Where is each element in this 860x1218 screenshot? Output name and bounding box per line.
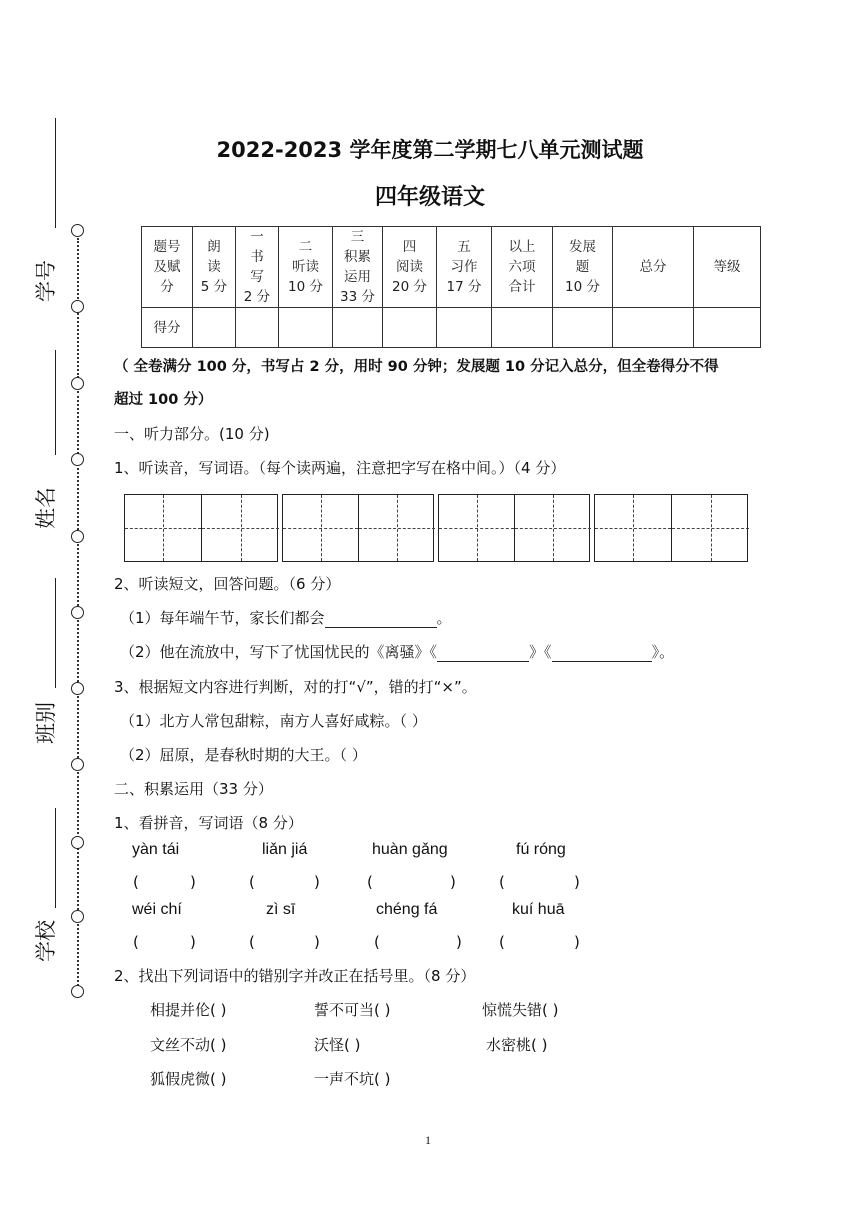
- question-text: 》《: [529, 643, 552, 661]
- question-text: （2）他在流放中，写下了忧国忧民的《离骚》《: [120, 643, 438, 661]
- score-header: 二 听读 10 分: [279, 227, 333, 308]
- label-student-id: 学号: [34, 260, 58, 302]
- score-header: 三 积累 运用 33 分: [333, 227, 383, 308]
- margin-line: [55, 808, 56, 908]
- pinyin: kuí huā: [512, 901, 565, 918]
- margin-line: [55, 350, 56, 455]
- margin-dotted-line: [77, 391, 79, 606]
- question-line: [120, 642, 674, 662]
- score-cell[interactable]: [553, 308, 613, 348]
- score-cell[interactable]: [193, 308, 236, 348]
- label-school: 学校: [34, 920, 58, 962]
- question-text: 2、找出下列词语中的错别字并改正在括号里。（8 分）: [114, 967, 476, 985]
- question-text: 2、听读短文，回答问题。（6 分）: [114, 575, 341, 593]
- paren-open: (: [367, 873, 373, 891]
- score-header: 五 习作 17 分: [437, 227, 492, 308]
- paren-open: (: [374, 933, 380, 951]
- score-cell[interactable]: [492, 308, 553, 348]
- writing-grid[interactable]: [124, 494, 278, 562]
- paren-open: (: [249, 873, 255, 891]
- section-heading: 二、积累运用（33 分）: [114, 780, 273, 798]
- binding-hole: [71, 910, 84, 923]
- word-item: 沃怪( ): [314, 1036, 361, 1054]
- pinyin: chéng fá: [376, 901, 438, 918]
- binding-hole: [71, 985, 84, 998]
- binding-hole: [71, 682, 84, 695]
- margin-dotted-line: [77, 620, 79, 990]
- question-text: 1、看拼音，写词语（8 分）: [114, 814, 303, 832]
- binding-hole: [71, 836, 84, 849]
- pinyin: fú róng: [516, 841, 566, 858]
- paren-close: ): [574, 873, 580, 891]
- answer-blank[interactable]: [552, 645, 652, 662]
- question-text: （1）北方人常包甜粽，南方人喜好咸粽。（ ）: [120, 712, 427, 730]
- score-header: 发展 题 10 分: [553, 227, 613, 308]
- question-line: [120, 608, 452, 628]
- binding-hole: [71, 530, 84, 543]
- page-number: 1: [425, 1133, 431, 1147]
- paren-close: ): [190, 873, 196, 891]
- word-item: 狐假虎微( ): [150, 1070, 227, 1088]
- score-cell[interactable]: [694, 308, 761, 348]
- pinyin: zì sī: [266, 901, 296, 918]
- paren-open: (: [133, 873, 139, 891]
- answer-blank[interactable]: [437, 645, 529, 662]
- paren-open: (: [499, 933, 505, 951]
- page-subtitle: 四年级语文: [374, 185, 485, 210]
- writing-grid[interactable]: [438, 494, 590, 562]
- binding-hole: [71, 758, 84, 771]
- pinyin: huàn gǎng: [372, 841, 448, 858]
- question-text: 1、听读音，写词语。（每个读两遍，注意把字写在格中间。）（4 分）: [114, 459, 566, 477]
- paren-close: ): [314, 933, 320, 951]
- score-table: [141, 226, 761, 348]
- score-header: 一 书 写 2 分: [236, 227, 279, 308]
- score-row-label: 得分: [142, 308, 193, 348]
- question-text: 》。: [651, 643, 675, 661]
- score-cell[interactable]: [383, 308, 437, 348]
- score-cell[interactable]: [613, 308, 694, 348]
- score-cell[interactable]: [236, 308, 279, 348]
- score-cell[interactable]: [437, 308, 492, 348]
- paren-close: ): [190, 933, 196, 951]
- word-item: 惊慌失错( ): [482, 1001, 559, 1019]
- word-item: 相提并伦( ): [150, 1001, 227, 1019]
- score-cell[interactable]: [279, 308, 333, 348]
- question-text: （2）屈原，是春秋时期的大王。（ ）: [120, 746, 367, 764]
- score-header: 总分: [613, 227, 694, 308]
- question-text: 3、根据短文内容进行判断，对的打“√”，错的打“×”。: [114, 678, 477, 696]
- binding-hole: [71, 606, 84, 619]
- question-text: （1）每年端午节，家长们都会: [120, 609, 325, 627]
- answer-blank[interactable]: [325, 611, 437, 628]
- score-header: 四 阅读 20 分: [383, 227, 437, 308]
- word-item: 水密桃( ): [486, 1036, 548, 1054]
- margin-line: [55, 578, 56, 688]
- score-header: 等级: [694, 227, 761, 308]
- label-name: 姓名: [34, 487, 58, 529]
- word-item: 誓不可当( ): [314, 1001, 391, 1019]
- paren-open: (: [133, 933, 139, 951]
- writing-grid[interactable]: [594, 494, 748, 562]
- paren-open: (: [249, 933, 255, 951]
- score-header: 朗 读 5 分: [193, 227, 236, 308]
- pinyin: liǎn jiá: [262, 841, 308, 858]
- question-text: 。: [436, 609, 452, 627]
- binding-hole: [71, 377, 84, 390]
- paren-close: ): [574, 933, 580, 951]
- word-item: 文丝不动( ): [150, 1036, 227, 1054]
- paren-close: ): [456, 933, 462, 951]
- label-class: 班别: [34, 702, 58, 744]
- paren-close: ): [450, 873, 456, 891]
- binding-hole: [71, 300, 84, 313]
- binding-hole: [71, 453, 84, 466]
- paren-open: (: [499, 873, 505, 891]
- score-cell[interactable]: [333, 308, 383, 348]
- paren-close: ): [314, 873, 320, 891]
- page-title: 2022-2023 学年度第二学期七八单元测试题: [216, 138, 644, 162]
- notice-line-1: （ 全卷满分 100 分，书写占 2 分，用时 90 分钟；发展题 10 分记入总分，但全卷得分不得: [114, 359, 719, 375]
- binding-hole: [71, 224, 84, 237]
- notice-line-2: 超过 100 分）: [114, 392, 213, 408]
- pinyin: wéi chí: [132, 901, 182, 918]
- section-heading: 一、听力部分。(10 分): [114, 425, 270, 443]
- score-header: 以上 六项 合计: [492, 227, 553, 308]
- writing-grid[interactable]: [282, 494, 434, 562]
- pinyin: yàn tái: [132, 841, 180, 858]
- word-item: 一声不坑( ): [314, 1070, 391, 1088]
- score-header: 题号 及赋 分: [142, 227, 193, 308]
